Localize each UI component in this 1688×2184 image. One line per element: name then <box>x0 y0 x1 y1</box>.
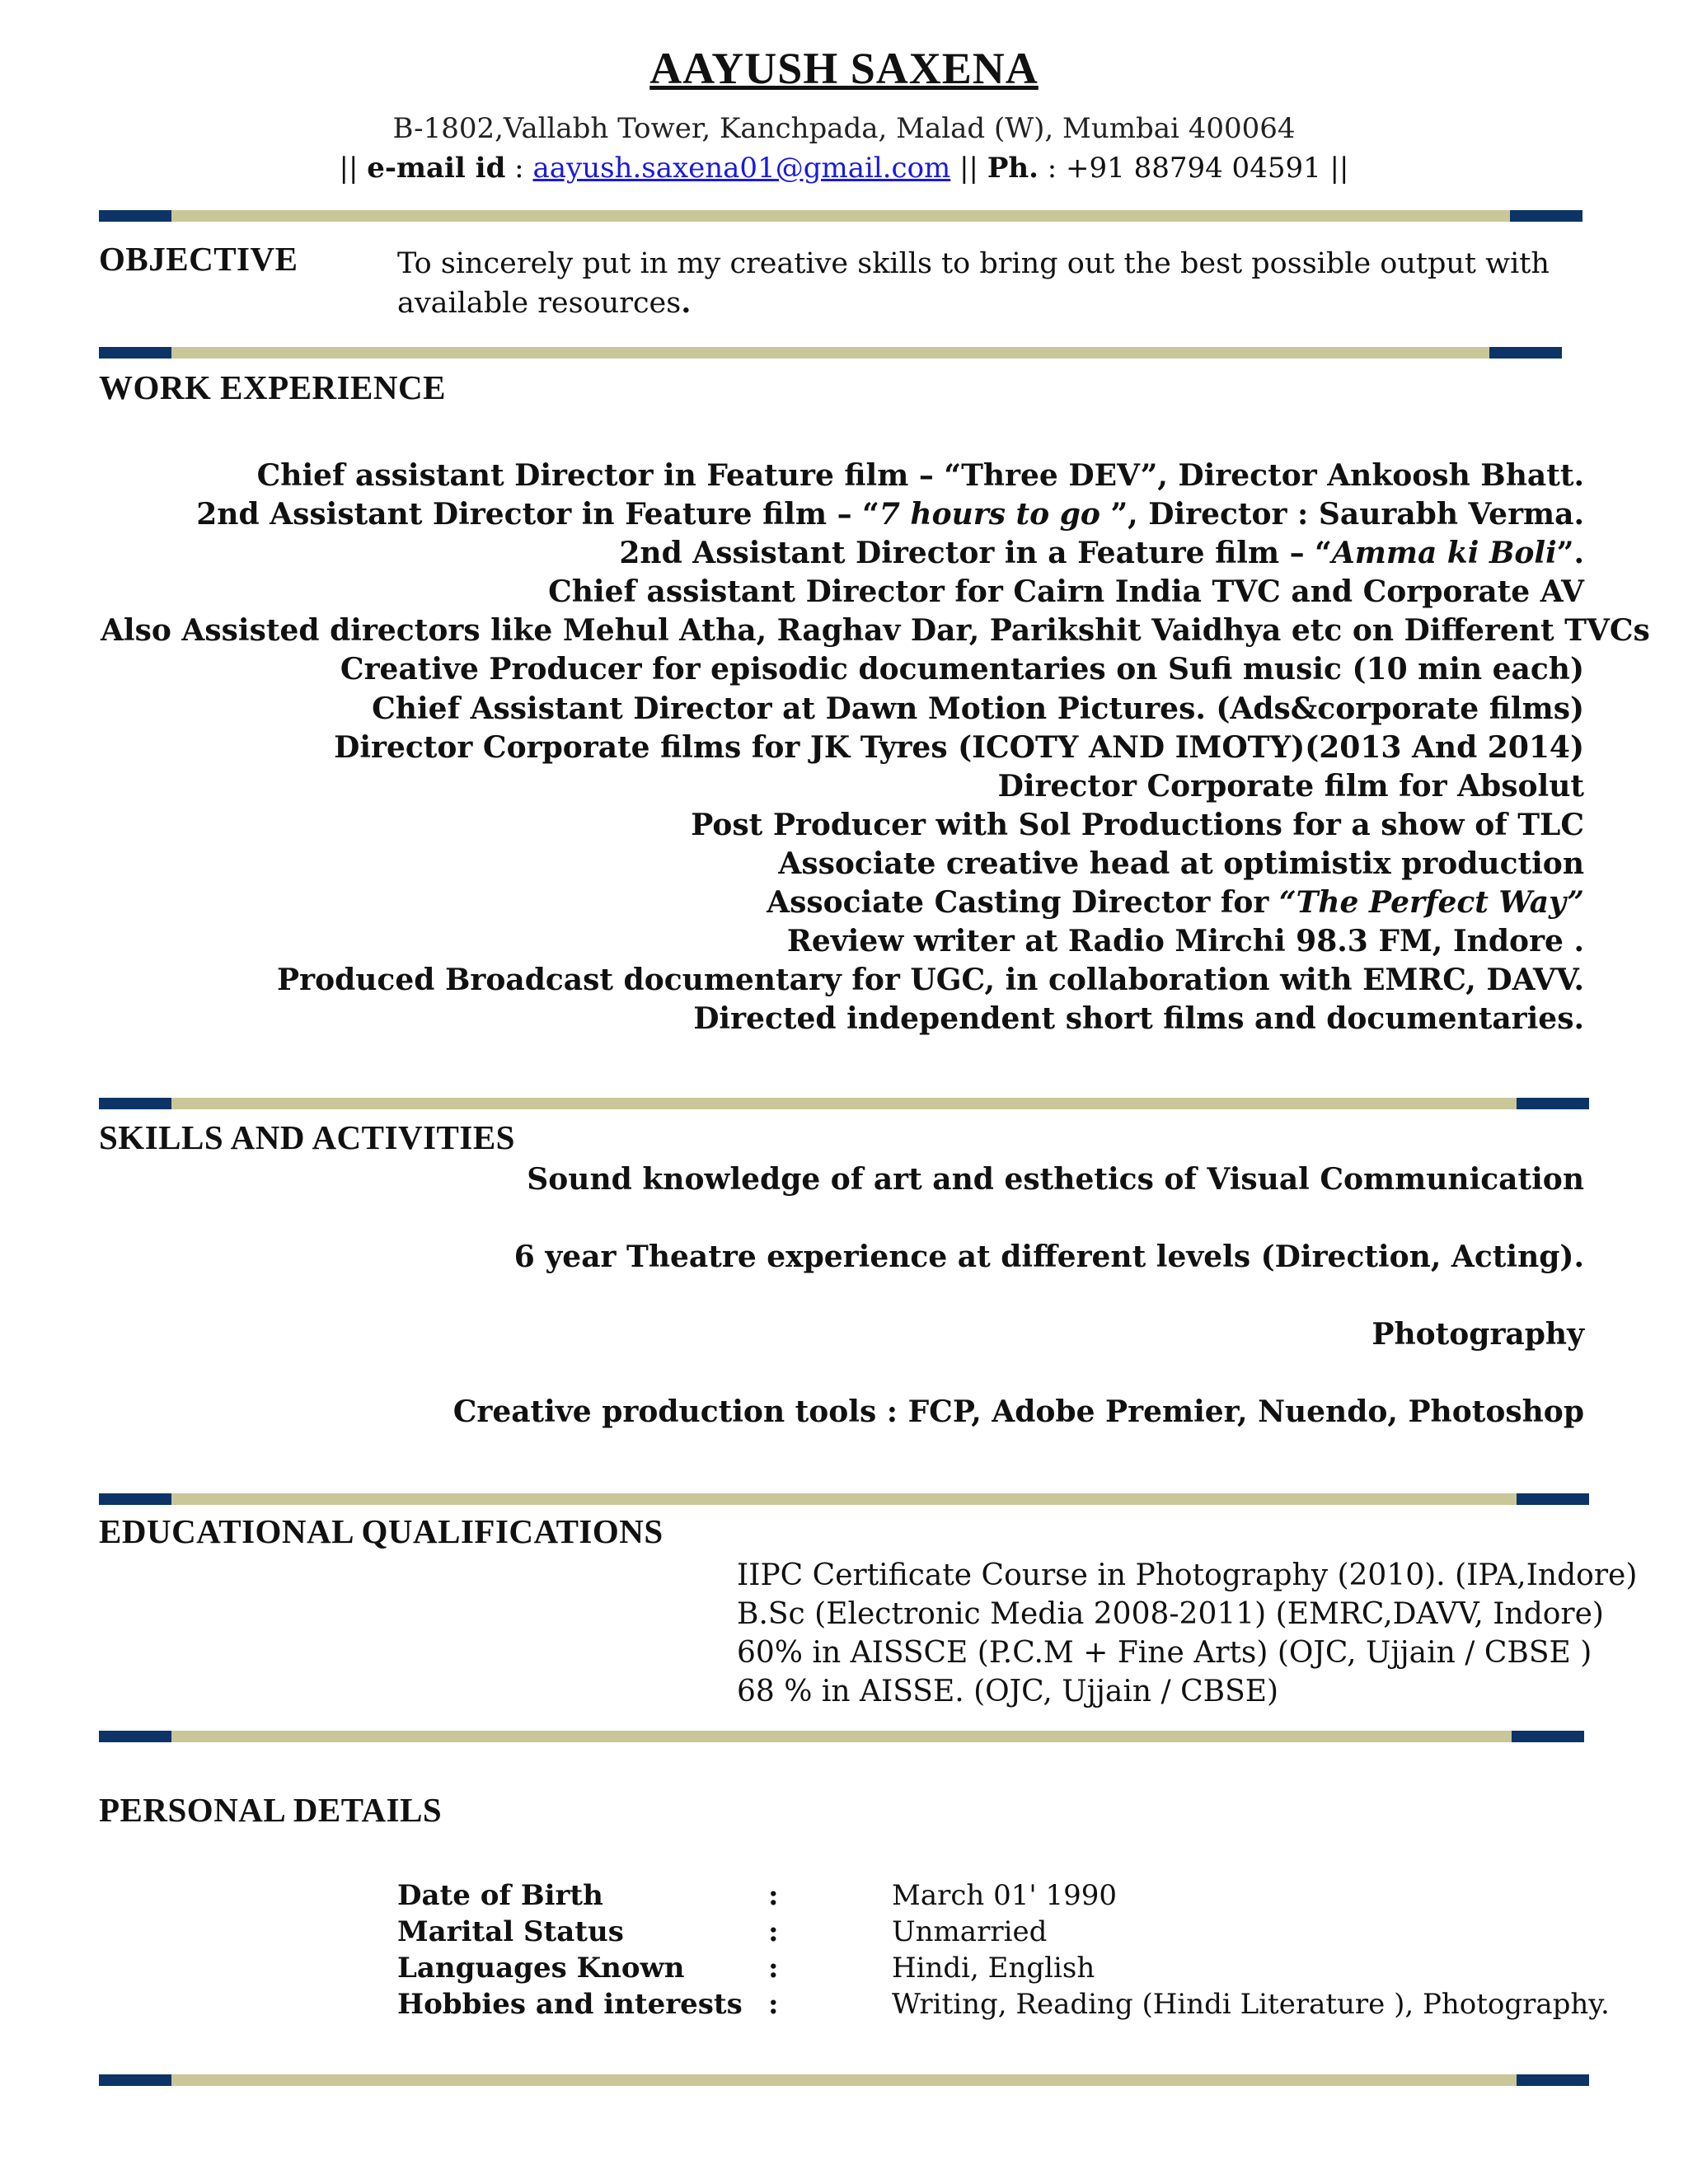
education-list <box>737 1556 1638 1711</box>
list-item: Sound knowledge of art and esthetics of Visual Communication <box>527 1162 1584 1197</box>
list-item <box>101 534 1584 573</box>
list-item: Produced Broadcast documentary for UGC, in collaboration with EMRC, DAVV. <box>277 963 1584 998</box>
email-separator: : <box>505 152 533 185</box>
personal-details-heading: PERSONAL DETAILS <box>99 1791 443 1829</box>
phone-label: Ph. <box>987 152 1039 185</box>
work-item-text: 2nd Assistant Director in Feature film – “ <box>196 497 879 532</box>
list-item: Creative production tools : FCP, Adobe Premier, Nuendo, Photoshop <box>452 1394 1584 1429</box>
personal-details-table <box>397 1879 1634 2024</box>
list-item <box>101 495 1584 534</box>
divider-end-left <box>99 1731 171 1742</box>
objective-text <box>397 244 1584 323</box>
detail-colon: : <box>768 1988 779 2021</box>
list-item: 6 year Theatre experience at different levels (Direction, Acting). <box>513 1240 1584 1274</box>
table-row <box>397 1879 1634 1915</box>
detail-label: Marital Status <box>397 1915 624 1948</box>
section-divider <box>99 2074 1589 2086</box>
divider-end-right <box>1510 210 1582 222</box>
list-item: Chief assistant Director in Feature film – “Three DEV”, Director Ankoosh Bhatt. <box>256 458 1584 493</box>
list-item: Director Corporate film for Absolut <box>997 768 1584 804</box>
divider-end-right <box>1512 1731 1584 1742</box>
list-item: Directed independent short films and documentaries. <box>693 1001 1584 1037</box>
list-item: Chief assistant Director for Cairn India TVC and Corporate AV <box>548 574 1584 610</box>
divider-end-right <box>1517 1098 1589 1109</box>
list-item: 68 % in AISSE. (OJC, Ujjain / CBSE) <box>737 1675 1279 1708</box>
list-item: IIPC Certificate Course in Photography (2010). (IPA,Indore) <box>737 1558 1638 1592</box>
work-item-text: ”. <box>1556 536 1584 571</box>
detail-colon: : <box>768 1952 779 1985</box>
table-row <box>397 1988 1634 2024</box>
detail-label: Date of Birth <box>397 1879 603 1912</box>
list-item: B.Sc (Electronic Media 2008-2011) (EMRC,DAVV, Indore) <box>737 1597 1604 1631</box>
divider-end-right <box>1489 347 1562 359</box>
detail-colon: : <box>768 1915 779 1948</box>
section-divider <box>99 210 1582 222</box>
detail-label: Hobbies and interests <box>397 1988 743 2021</box>
phone-separator: : <box>1038 152 1067 185</box>
email-label: e-mail id <box>367 152 506 185</box>
section-divider <box>99 1098 1589 1109</box>
table-row <box>397 1915 1634 1952</box>
objective-heading: OBJECTIVE <box>99 240 298 278</box>
divider-end-left <box>99 210 171 222</box>
table-row <box>397 1952 1634 1988</box>
work-experience-list <box>101 457 1650 1038</box>
objective-main-text: To sincerely put in my creative skills to bring out the best possible output with available resources <box>397 247 1550 320</box>
skills-list <box>265 1160 1584 1470</box>
section-divider <box>99 347 1562 359</box>
objective-end-period: . <box>681 286 692 320</box>
list-item: Post Producer with Sol Productions for a show of TLC <box>691 807 1584 842</box>
candidate-name: AAYUSH SAXENA <box>649 44 1039 93</box>
education-heading: EDUCATIONAL QUALIFICATIONS <box>99 1512 663 1550</box>
detail-value: Unmarried <box>892 1915 1048 1948</box>
divider-end-left <box>99 2074 171 2086</box>
detail-label: Languages Known <box>397 1952 685 1985</box>
work-item-text: Associate Casting Director for <box>767 885 1279 921</box>
divider-end-left <box>99 347 171 359</box>
skills-heading: SKILLS AND ACTIVITIES <box>99 1118 515 1156</box>
list-item: Also Assisted directors like Mehul Atha, Raghav Dar, Parikshit Vaidhya etc on Different TVCs <box>101 613 1650 649</box>
contact-line <box>0 152 1688 185</box>
list-item: Associate creative head at optimistix production <box>778 846 1584 881</box>
divider-end-left <box>99 1493 171 1505</box>
detail-colon: : <box>768 1879 779 1912</box>
contact-mid-separator: || <box>950 152 987 185</box>
email-link[interactable]: aayush.saxena01@gmail.com <box>532 152 951 185</box>
list-item: Creative Producer for episodic documentaries on Sufi music (10 min each) <box>340 652 1584 687</box>
film-title: “The Perfect Way” <box>1278 885 1584 921</box>
detail-value: Hindi, English <box>892 1952 1095 1985</box>
list-item: 60% in AISSCE (P.C.M + Fine Arts) (OJC, Ujjain / CBSE ) <box>737 1636 1592 1670</box>
divider-end-right <box>1517 2074 1589 2086</box>
divider-end-right <box>1517 1493 1589 1505</box>
address-line: B-1802,Vallabh Tower, Kanchpada, Malad (W), Mumbai 400064 <box>392 112 1296 145</box>
work-item-text: 2nd Assistant Director in a Feature film – “ <box>619 536 1332 571</box>
phone-number: +91 88794 04591 <box>1066 152 1321 185</box>
section-divider <box>99 1731 1584 1742</box>
detail-value: Writing, Reading (Hindi Literature ), Photography. <box>892 1988 1610 2021</box>
work-experience-heading: WORK EXPERIENCE <box>99 368 446 406</box>
work-item-text: ”, Director : Saurabh Verma. <box>1100 497 1584 532</box>
contact-suffix: || <box>1320 152 1349 185</box>
list-item: Director Corporate films for JK Tyres (ICOTY AND IMOTY)(2013 And 2014) <box>334 729 1584 765</box>
list-item: Chief Assistant Director at Dawn Motion Pictures. (Ads&corporate films) <box>372 691 1584 726</box>
section-divider <box>99 1493 1589 1505</box>
detail-value: March 01' 1990 <box>892 1879 1118 1912</box>
list-item: Review writer at Radio Mirchi 98.3 FM, Indore . <box>786 924 1584 959</box>
film-title: 7 hours to go <box>879 497 1100 532</box>
contact-prefix: || <box>339 152 368 185</box>
divider-end-left <box>99 1098 171 1109</box>
list-item: Photography <box>1372 1317 1584 1352</box>
film-title: Amma ki Boli <box>1331 536 1557 571</box>
list-item <box>101 883 1584 922</box>
